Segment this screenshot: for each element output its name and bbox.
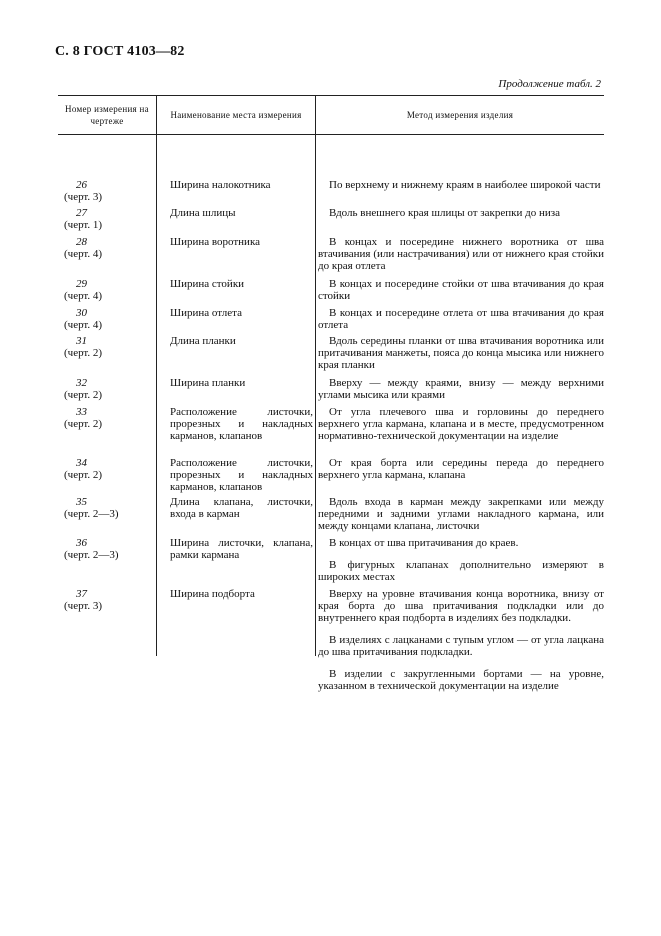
table-row: [58, 179, 604, 203]
measurement-method: [315, 496, 604, 532]
measurement-method: [315, 307, 604, 331]
drawing-reference: (черт. 3): [64, 191, 103, 203]
table-row: [58, 537, 604, 583]
measurement-method: [315, 457, 604, 493]
drawing-reference: (черт. 1): [64, 219, 103, 231]
drawing-reference: (черт. 2): [64, 469, 103, 481]
measurement-method: [315, 278, 604, 302]
measurement-method: [315, 335, 604, 371]
drawing-reference: (черт. 4): [64, 248, 103, 260]
method-paragraph: В концах и посередине стойки от шва втачивания до края стойки: [318, 278, 604, 302]
measurement-number: 31: [76, 335, 87, 347]
measurement-number-cell: [58, 207, 156, 231]
measurement-method: [315, 377, 604, 401]
method-paragraph: По верхнему и нижнему краям в наиболее широкой части: [329, 179, 601, 191]
measurement-place: Расположение листочки, прорезных и накладных карманов, клапанов: [170, 457, 313, 493]
measurement-number: 36: [76, 537, 87, 549]
measurement-number: 27: [76, 207, 87, 219]
drawing-reference: (черт. 2): [64, 418, 103, 430]
method-paragraph: В фигурных клапанах дополнительно измеряют в широких местах: [318, 559, 604, 583]
measurement-method: [315, 537, 604, 583]
measurement-number: 34: [76, 457, 87, 469]
column-header-place: Наименование места измерения: [156, 96, 315, 134]
measurement-place: Ширина отлета: [170, 307, 242, 319]
method-paragraph: В концах от шва притачивания до краев.: [329, 537, 519, 549]
table-row: [58, 377, 604, 401]
method-paragraph: От края борта или середины переда до переднего верхнего угла кармана, клапана: [318, 457, 604, 481]
measurement-number: 26: [76, 179, 87, 191]
drawing-reference: (черт. 2—3): [64, 508, 119, 520]
drawing-reference: (черт. 2): [64, 389, 103, 401]
measurement-number-cell: [58, 236, 156, 272]
drawing-reference: (черт. 3): [64, 600, 103, 612]
measurement-number: 28: [76, 236, 87, 248]
table-row: [58, 335, 604, 371]
method-paragraph: В изделии с закругленными бортами — на уровне, указанном в технической документации на изделие: [318, 668, 604, 692]
table-row: [58, 236, 604, 272]
measurement-number-cell: [58, 278, 156, 302]
measurement-number: 32: [76, 377, 87, 389]
measurement-method: [315, 236, 604, 272]
drawing-reference: (черт. 4): [64, 290, 103, 302]
method-paragraph: Вдоль середины планки от шва втачивания воротника или притачивания манжеты, пояса до конца мысика или нижнего края планки: [318, 335, 604, 371]
method-paragraph: Вдоль входа в карман между закрепками или между передними и задними углами накладного кармана, или между концами клапана, листочки: [318, 496, 604, 532]
table-row: [58, 588, 604, 692]
table-row: [58, 207, 604, 231]
measurement-number: 35: [76, 496, 87, 508]
table-row: [58, 307, 604, 331]
measurement-place: Ширина воротника: [170, 236, 261, 248]
measurement-number: 37: [76, 588, 87, 600]
measurement-table: [58, 95, 604, 692]
measurement-number: 30: [76, 307, 87, 319]
measurement-method: [315, 406, 604, 442]
table-header: [58, 96, 604, 135]
measurement-method: [315, 588, 604, 692]
table-continuation-label: Продолжение табл. 2: [498, 78, 601, 90]
measurement-method: [315, 207, 604, 231]
table-row: [58, 278, 604, 302]
table-row: [58, 406, 604, 442]
measurement-place: Ширина налокотника: [170, 179, 271, 191]
measurement-number-cell: [58, 537, 156, 583]
table-body: [58, 135, 604, 692]
table-row: [58, 457, 604, 493]
drawing-reference: (черт. 2): [64, 347, 103, 359]
drawing-reference: (черт. 4): [64, 319, 103, 331]
measurement-place: Длина планки: [170, 335, 236, 347]
measurement-number-cell: [58, 179, 156, 203]
method-paragraph: В концах и посередине отлета от шва втачивания до края отлета: [318, 307, 604, 331]
measurement-place: Ширина планки: [170, 377, 246, 389]
method-paragraph: Вдоль внешнего края шлицы от закрепки до низа: [329, 207, 560, 219]
method-paragraph: Вверху на уровне втачивания конца воротника, внизу от края борта до шва притачивания подкладки или до внутреннего края подборта в изделиях без подкладки.: [318, 588, 604, 624]
method-paragraph: В концах и посередине нижнего воротника от шва втачивания (или настрачивания) или от нижнего края стойки до края отлета: [318, 236, 604, 272]
measurement-number-cell: [58, 457, 156, 493]
measurement-method: [315, 179, 604, 203]
measurement-place: Длина шлицы: [170, 207, 236, 219]
column-header-number: Номер измерения на чертеже: [65, 104, 149, 126]
measurement-number: 33: [76, 406, 87, 418]
measurement-number: 29: [76, 278, 87, 290]
measurement-place: Ширина листочки, клапана, рамки кармана: [170, 537, 313, 561]
measurement-number-cell: [58, 406, 156, 442]
measurement-place: Расположение листочки, прорезных и накладных карманов, клапанов: [170, 406, 313, 442]
measurement-number-cell: [58, 496, 156, 532]
drawing-reference: (черт. 2—3): [64, 549, 119, 561]
method-paragraph: От угла плечевого шва и горловины до переднего верхнего угла кармана, клапана и в месте, предусмотренном нормативно-технической документации на изделие: [318, 406, 604, 442]
column-header-method: Метод измерения изделия: [315, 96, 604, 134]
measurement-number-cell: [58, 335, 156, 371]
method-paragraph: Вверху — между краями, внизу — между верхними углами мысика или краями: [318, 377, 604, 401]
measurement-number-cell: [58, 307, 156, 331]
measurement-place: Ширина стойки: [170, 278, 245, 290]
measurement-place: Длина клапана, листочки, входа в карман: [170, 496, 313, 520]
measurement-number-cell: [58, 377, 156, 401]
table-row: [58, 496, 604, 532]
measurement-place: Ширина подборта: [170, 588, 255, 600]
method-paragraph: В изделиях с лацканами с тупым углом — от угла лацкана до шва притачивания подкладки.: [318, 634, 604, 658]
measurement-number-cell: [58, 588, 156, 692]
page-header: С. 8 ГОСТ 4103—82: [55, 44, 185, 59]
